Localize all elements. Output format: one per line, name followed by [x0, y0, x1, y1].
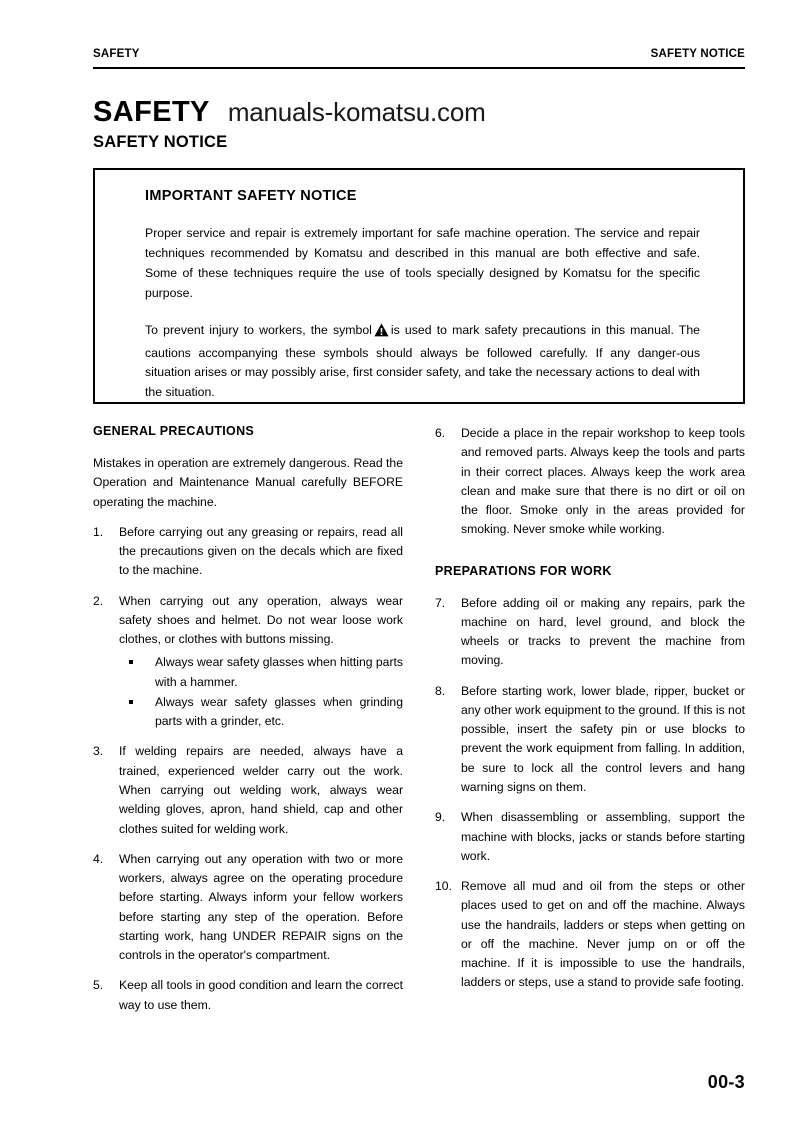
- notice-paragraph-2: [145, 321, 700, 404]
- general-precautions-list-continued: [435, 424, 745, 540]
- important-safety-notice-box: [93, 168, 745, 404]
- list-item-number: 6.: [435, 426, 446, 440]
- list-item-number: 4.: [93, 851, 104, 866]
- list-item-text: Before carrying out any greasing or repairs, read all the precautions given on the decals which are fixed to the machine.: [119, 524, 403, 578]
- list-item-text: When carrying out any operation with two or more workers, always agree on the operating procedure before starting. Always inform your fellow workers before starting any step of the operation. Before starting work, hang UNDER REPAIR signs on the controls in the operator's compartment.: [119, 851, 403, 963]
- general-precautions-lead: Mistakes in operation are extremely dangerous. Read the Operation and Maintenance Manual carefully BEFORE operating the machine.: [93, 456, 403, 509]
- notice-heading: IMPORTANT SAFETY NOTICE: [145, 188, 357, 204]
- list-item-text: Decide a place in the repair workshop to keep tools and removed parts. Always keep the tools and parts in their correct places. Always keep the work area clean and make sure that there is no dirt or oil on the floor. Smoke only in the areas provided for smoking. Never smoke while working.: [461, 426, 745, 537]
- header-left-label: SAFETY: [93, 48, 140, 60]
- header-right-label: SAFETY NOTICE: [650, 48, 745, 60]
- running-header: [93, 48, 745, 60]
- list-item-number: 7.: [435, 595, 446, 610]
- general-precautions-heading: GENERAL PRECAUTIONS: [93, 424, 255, 438]
- list-item: [119, 653, 403, 692]
- left-column: [93, 424, 403, 1026]
- notice-paragraph-1: Proper service and repair is extremely important for safe machine operation. The service and repair techniques recommended by Komatsu and described in this manual are both effective and safe. Some of these techniques require the use of tools specially designed by Komatsu for the specific purpose.: [145, 226, 700, 300]
- notice-paragraph-2-after: is used to mark safety precautions in this manual. The cautions accompanying these symbols should always be followed carefully. If any danger-ous situation arises or may possibly arise, first consider safety, and take the necessary actions to deal with the situation.: [145, 322, 700, 400]
- list-item: [435, 808, 745, 866]
- list-item-sublist: [119, 653, 403, 731]
- list-item-text: Before adding oil or making any repairs, park the machine on hard, level ground, and block the wheels or tracks to prevent the machine from moving.: [461, 595, 745, 668]
- list-item-number: 10.: [435, 879, 452, 894]
- list-item-text: When carrying out any operation, always wear safety shoes and helmet. Do not wear loose work clothes, or clothes with buttons missing.: [119, 593, 403, 647]
- list-item: [435, 594, 745, 671]
- list-item: [435, 682, 745, 798]
- page-title: SAFETY: [93, 96, 210, 128]
- page-number: 00-3: [707, 1072, 745, 1092]
- header-divider-rule: [93, 67, 745, 69]
- body-columns: [93, 424, 745, 1026]
- warning-triangle-icon: [374, 323, 389, 344]
- square-bullet-icon: [129, 660, 133, 664]
- preparations-for-work-list: [435, 594, 745, 993]
- list-item-number: 2.: [93, 593, 104, 608]
- list-item: [435, 877, 745, 993]
- list-item-number: 1.: [93, 524, 104, 539]
- right-column: [435, 424, 745, 1026]
- list-item: [93, 976, 403, 1015]
- list-item-number: 5.: [93, 978, 104, 993]
- watermark-text: manuals-komatsu.com: [227, 97, 486, 127]
- list-item-number: 9.: [435, 810, 446, 825]
- list-item: [93, 592, 403, 732]
- list-item: [435, 424, 745, 540]
- sub-item-text: Always wear safety glasses when grinding parts with a grinder, etc.: [155, 694, 403, 729]
- list-item-number: 3.: [93, 744, 104, 759]
- notice-paragraph-2-before: To prevent injury to workers, the symbol: [145, 322, 372, 337]
- list-item: [93, 742, 403, 838]
- general-precautions-list: [93, 523, 403, 1015]
- title-block: [93, 98, 486, 127]
- list-item-text: If welding repairs are needed, always have a trained, experienced welder carry out the work. When carrying out welding work, always wear welding gloves, apron, hand shield, cap and other clothes suited for welding work.: [119, 744, 403, 836]
- page-subtitle: SAFETY NOTICE: [93, 133, 228, 151]
- list-item: [119, 693, 403, 732]
- list-item-text: Remove all mud and oil from the steps or other places used to get on and off the machine. Always use the handrails, ladders or steps when getting on or off the machine. Never jump on or off the machine. If it is impossible to use the handrails, ladders or steps, use a stand to provide safe footing.: [461, 879, 745, 990]
- list-item: [93, 523, 403, 581]
- preparations-for-work-heading: PREPARATIONS FOR WORK: [435, 563, 612, 578]
- sub-item-text: Always wear safety glasses when hitting parts with a hammer.: [155, 655, 403, 689]
- list-item-text: Before starting work, lower blade, ripper, bucket or any other work equipment to the ground. If this is not possible, insert the safety pin or use blocks to prevent the work equipment from falling. In addition, be sure to lock all the control levers and hang warning signs on them.: [461, 683, 745, 794]
- list-item-text: Keep all tools in good condition and learn the correct way to use them.: [119, 978, 403, 1012]
- list-item: [93, 850, 403, 966]
- list-item-text: When disassembling or assembling, support the machine with blocks, jacks or stands before starting work.: [461, 810, 745, 863]
- list-item-number: 8.: [435, 683, 446, 698]
- square-bullet-icon: [129, 700, 133, 704]
